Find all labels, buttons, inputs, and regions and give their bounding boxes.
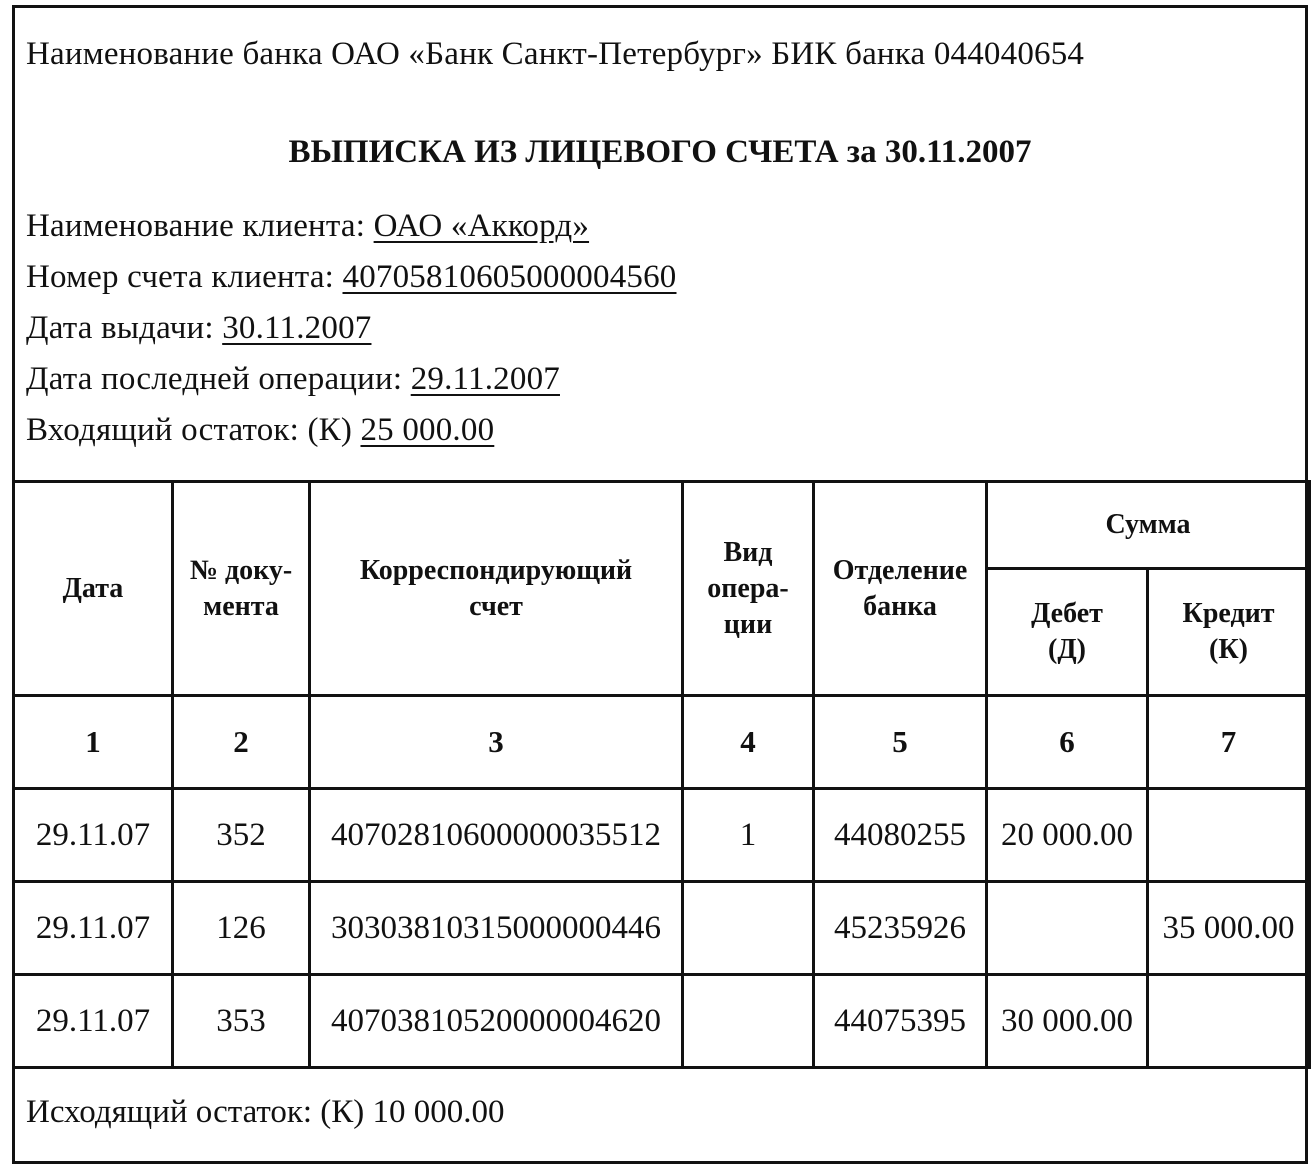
header-operation-type: Вид опера- ции: [683, 482, 814, 696]
cell-operation-type: 1: [683, 789, 814, 882]
column-number: 7: [1148, 696, 1310, 789]
last-operation-row: [26, 361, 560, 398]
statement-title: ВЫПИСКА ИЗ ЛИЦЕВОГО СЧЕТА за 30.11.2007: [288, 134, 1032, 170]
operations-table: [12, 480, 1311, 1069]
last-operation-label: Дата последней операции:: [26, 361, 403, 397]
cell-date: 29.11.07: [14, 975, 173, 1068]
header-debit: Дебет (Д): [987, 569, 1148, 696]
header-bank-branch: Отделение банка: [814, 482, 987, 696]
account-number-row: [26, 259, 677, 296]
header-corr-account: Корреспондирующий счет: [310, 482, 683, 696]
column-number-row: [14, 696, 1310, 789]
cell-debit: 20 000.00: [987, 789, 1148, 882]
opening-balance-row: [26, 412, 494, 449]
cell-operation-type: [683, 882, 814, 975]
cell-credit: [1148, 975, 1310, 1068]
table-row: [14, 975, 1310, 1068]
issue-date-row: [26, 310, 371, 347]
cell-debit: 30 000.00: [987, 975, 1148, 1068]
cell-bank-branch: 45235926: [814, 882, 987, 975]
cell-doc-number: 126: [173, 882, 310, 975]
column-number: 3: [310, 696, 683, 789]
closing-balance: Исходящий остаток: (К) 10 000.00: [26, 1094, 505, 1130]
cell-operation-type: [683, 975, 814, 1068]
cell-bank-branch: 44080255: [814, 789, 987, 882]
cell-credit: 35 000.00: [1148, 882, 1310, 975]
column-number: 5: [814, 696, 987, 789]
cell-doc-number: 352: [173, 789, 310, 882]
cell-date: 29.11.07: [14, 789, 173, 882]
client-name-label: Наименование клиента:: [26, 208, 366, 244]
table-row: [14, 789, 1310, 882]
account-number-label: Номер счета клиента:: [26, 259, 335, 295]
column-number: 6: [987, 696, 1148, 789]
client-name-value: ОАО «Аккорд»: [373, 208, 590, 244]
header-credit: Кредит (К): [1148, 569, 1310, 696]
cell-credit: [1148, 789, 1310, 882]
cell-corr-account: 40702810600000035512: [310, 789, 683, 882]
cell-debit: [987, 882, 1148, 975]
column-number: 1: [14, 696, 173, 789]
table-row: [14, 882, 1310, 975]
bank-line: [26, 36, 1084, 73]
client-name-row: [26, 208, 589, 245]
bank-line-text: Наименование банка ОАО «Банк Санкт-Петербург» БИК банка 044040654: [26, 36, 1085, 72]
header-sum: Сумма: [987, 482, 1310, 569]
header-doc-number: № доку- мента: [173, 482, 310, 696]
cell-date: 29.11.07: [14, 882, 173, 975]
issue-date-value: 30.11.2007: [222, 310, 372, 346]
last-operation-value: 29.11.2007: [410, 361, 560, 397]
column-number: 4: [683, 696, 814, 789]
cell-corr-account: 40703810520000004620: [310, 975, 683, 1068]
cell-bank-branch: 44075395: [814, 975, 987, 1068]
column-number: 2: [173, 696, 310, 789]
account-number-value: 40705810605000004560: [342, 259, 677, 295]
issue-date-label: Дата выдачи:: [26, 310, 214, 346]
cell-doc-number: 353: [173, 975, 310, 1068]
opening-balance-value: 25 000.00: [360, 412, 495, 448]
cell-corr-account: 30303810315000000446: [310, 882, 683, 975]
header-date: Дата: [14, 482, 173, 696]
opening-balance-label: Входящий остаток: (К): [26, 412, 353, 448]
bank-statement: [12, 5, 1308, 1164]
